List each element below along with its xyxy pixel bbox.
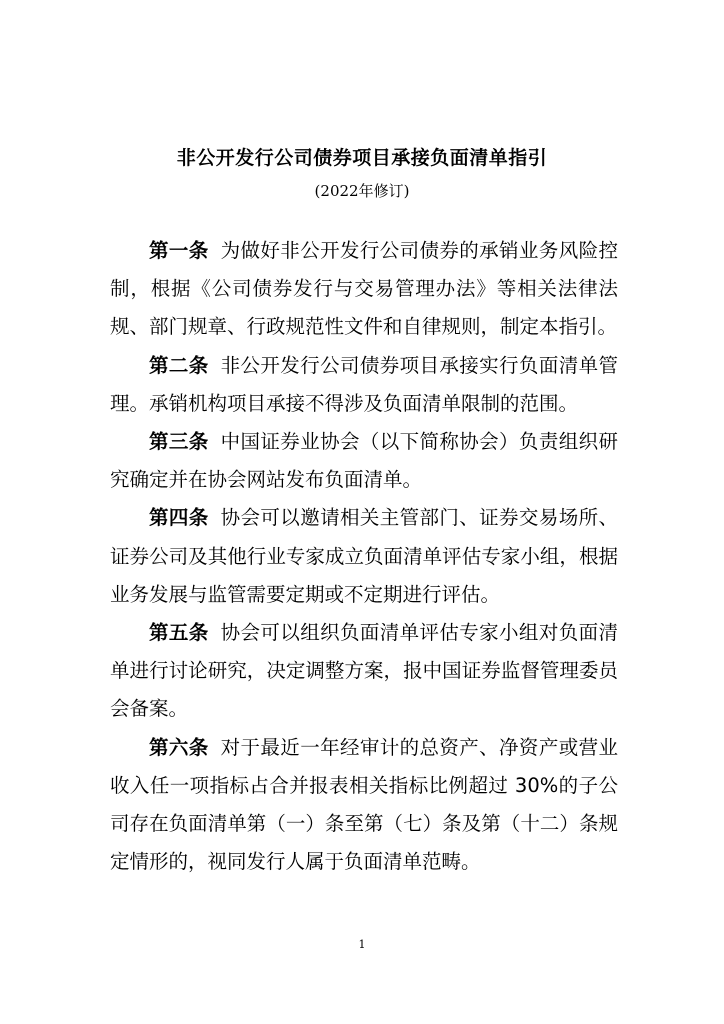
article-heading: 第二条	[149, 353, 209, 377]
article-1	[110, 232, 618, 347]
article-heading: 第四条	[149, 506, 209, 530]
document-title: 非公开发行公司债券项目承接负面清单指引	[176, 147, 548, 169]
article-heading: 第三条	[149, 430, 209, 454]
article-5	[110, 614, 618, 729]
article-4	[110, 499, 618, 614]
article-3	[110, 423, 618, 499]
article-text: 对于最近一年经审计的总资产、净资产或营业收入任一项指标占合并报表相关指标比例超过 30%的子公司存在负面清单第（一）条至第（七）条及第（十二）条规定情形的，视同发行人属于负面清单范畴。	[110, 735, 618, 874]
page-number: 1	[358, 938, 366, 951]
article-heading: 第五条	[149, 621, 209, 645]
document-body	[110, 232, 618, 881]
document-subtitle: (2022年修订)	[314, 182, 410, 200]
article-text: 中国证券业协会（以下简称协会）负责组织研究确定并在协会网站发布负面清单。	[110, 430, 618, 492]
article-heading: 第六条	[149, 735, 209, 759]
article-6	[110, 729, 618, 882]
article-2	[110, 347, 618, 423]
article-text: 非公开发行公司债券项目承接实行负面清单管理。承销机构项目承接不得涉及负面清单限制的范围。	[110, 353, 618, 415]
article-heading: 第一条	[149, 239, 209, 262]
article-text: 协会可以邀请相关主管部门、证券交易场所、证券公司及其他行业专家成立负面清单评估专家小组，根据业务发展与监管需要定期或不定期进行评估。	[110, 506, 618, 606]
article-text: 协会可以组织负面清单评估专家小组对负面清单进行讨论研究，决定调整方案，报中国证券监督管理委员会备案。	[110, 621, 618, 721]
article-text: 为做好非公开发行公司债券的承销业务风险控制，根据《公司债券发行与交易管理办法》等相关法律法规、部门规章、行政规范性文件和自律规则，制定本指引。	[110, 239, 618, 339]
